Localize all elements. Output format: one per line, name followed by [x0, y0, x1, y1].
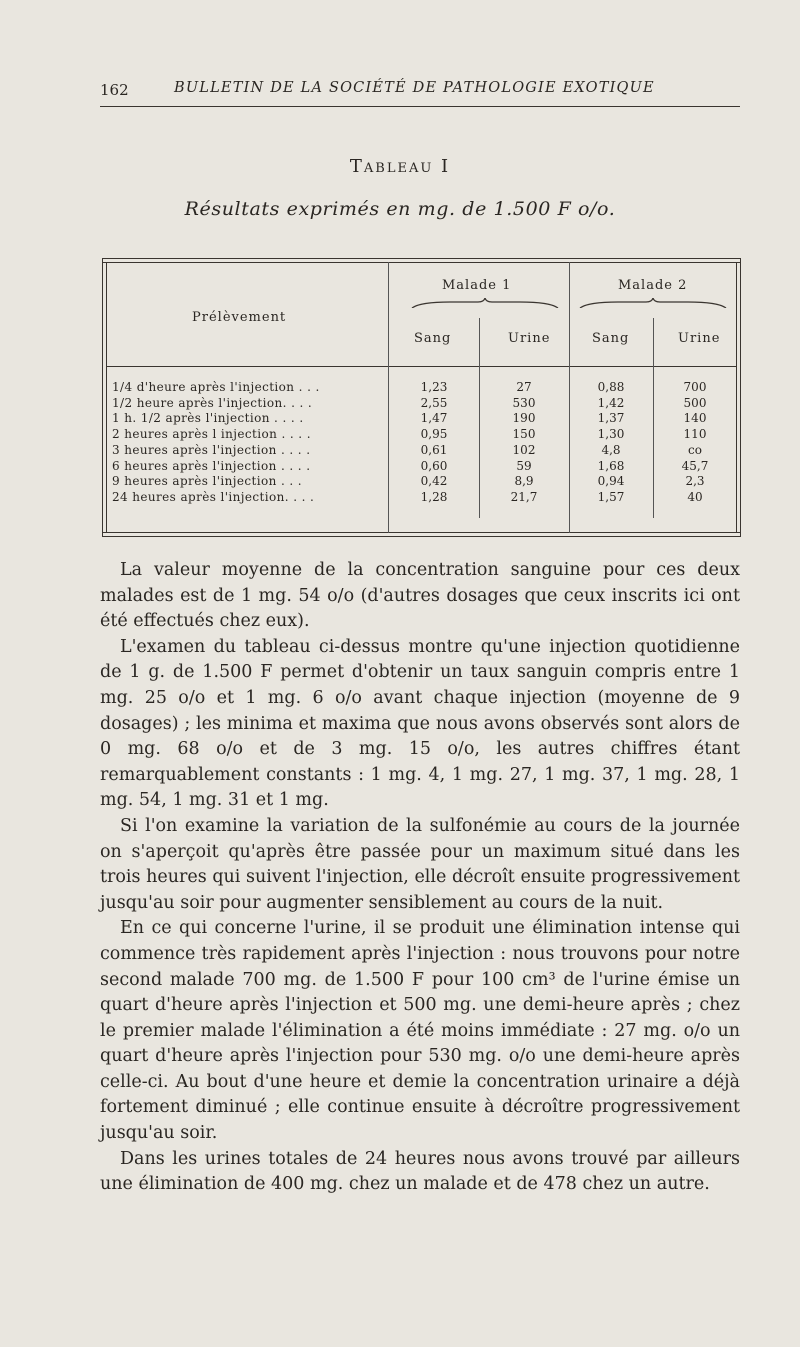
- table-cell: 0,88: [597, 380, 625, 394]
- table-cell: 2,55: [420, 395, 448, 410]
- table-border: [102, 258, 740, 259]
- subheader-sang-2: Sang: [592, 331, 630, 346]
- table-cell: co: [688, 442, 702, 457]
- row-label: 24 heures après l'injection. . . .: [112, 489, 315, 504]
- table-cell: 0,61: [420, 442, 448, 457]
- paragraph: En ce qui concerne l'urine, il se produit une élimination intense qui commence très rapidement après l'injection : nous trouvons pour notre second malade 700 mg. de 1.500 F pour 100 cm³ de l'urine émise un quart d'heure après l'injection et 500 mg. une demi-heure après ; chez le premier malade l'élimination a été moins immédiate : 27 mg. o/o un quart d'heure après l'injection pour 530 mg. o/o une demi-heure après celle-ci. Au bout d'une heure et demie la concentration urinaire a déjà fortement diminué ; elle continue ensuite à décroître progressivement jusqu'au soir.: [100, 918, 740, 1144]
- table-cell: 0,42: [420, 474, 448, 489]
- column-divider: [388, 262, 389, 533]
- table-border: [740, 258, 741, 537]
- group-header-malade-2: Malade 2: [618, 278, 688, 293]
- table-cell: 0,95: [420, 427, 448, 442]
- group-header-malade-1: Malade 1: [442, 278, 512, 293]
- table-cell: 102: [512, 442, 536, 457]
- table-cell: 700: [683, 380, 707, 394]
- row-label: 1/2 heure après l'injection. . . .: [112, 395, 313, 410]
- table-cell: 40: [687, 489, 703, 504]
- table-cell: 1,68: [597, 458, 625, 473]
- results-table: [102, 258, 740, 538]
- table-border: [102, 536, 740, 537]
- paragraph: Si l'on examine la variation de la sulfonémie au cours de la journée on s'aperçoit qu'après être passée pour un maximum situé dans les trois heures qui suivent l'injection, elle décroît ensuite progressivement jusqu'au soir pour augmenter sensiblement au cours de la nuit.: [100, 815, 740, 913]
- table-title: Tableau I: [349, 156, 451, 177]
- subheader-urine-2: Urine: [678, 331, 721, 346]
- table-cell: 190: [512, 411, 536, 426]
- table-cell: 21,7: [510, 489, 538, 504]
- running-header: [100, 78, 740, 102]
- table-cell: 2,3: [685, 474, 705, 489]
- table-cell: 150: [512, 427, 536, 442]
- table-cell: 110: [683, 427, 707, 442]
- paragraph: La valeur moyenne de la concentration sanguine pour ces deux malades est de 1 mg. 54 o/o (d'autres dosages que ceux inscrits ici ont été effectués chez eux).: [100, 560, 740, 632]
- table-cell: 8,9: [514, 474, 534, 489]
- column-divider: [569, 262, 570, 533]
- row-header: Prélèvement: [192, 310, 287, 325]
- column-divider: [653, 318, 654, 518]
- column-divider: [479, 318, 480, 518]
- table-cell: 4,8: [601, 442, 621, 457]
- table-border: [102, 258, 103, 537]
- table-cell: 1,47: [420, 411, 448, 426]
- paragraph: Dans les urines totales de 24 heures nous avons trouvé par ailleurs une élimination de 400 mg. chez un malade et de 478 chez un autre.: [100, 1148, 740, 1195]
- table-border: [736, 262, 737, 533]
- table-border: [106, 262, 107, 533]
- table-cell: 140: [683, 411, 707, 426]
- table-cell: 1,23: [420, 380, 448, 394]
- row-label: 1/4 d'heure après l'injection . . .: [112, 380, 320, 394]
- subheader-sang-1: Sang: [414, 331, 452, 346]
- table-cell: 45,7: [681, 458, 709, 473]
- table-cell: 530: [512, 395, 536, 410]
- table-cell: 1,42: [597, 395, 625, 410]
- journal-title: BULLETIN DE LA SOCIÉTÉ DE PATHOLOGIE EXOTIQUE: [174, 80, 655, 96]
- table-cell: 1,37: [597, 411, 625, 426]
- header-separator: [106, 366, 736, 367]
- table-border: [102, 532, 740, 533]
- row-label: 9 heures après l'injection . . .: [112, 474, 303, 489]
- table-cell: 59: [516, 458, 532, 473]
- table-cell: 1,57: [597, 489, 625, 504]
- table-subtitle: Résultats exprimés en mg. de 1.500 F o/o.: [184, 198, 616, 220]
- table-border: [102, 262, 740, 263]
- table-cell: 0,60: [420, 458, 448, 473]
- row-label: 3 heures après l'injection . . . .: [112, 442, 311, 457]
- paragraph: L'examen du tableau ci-dessus montre qu'une injection quotidienne de 1 g. de 1.500 F permet d'obtenir un taux sanguin compris entre 1 mg. 25 o/o et 1 mg. 6 o/o avant chaque injection (moyenne de 9 dosages) ; les minima et maxima que nous avons observés sont alors de 0 mg. 68 o/o et de 3 mg. 15 o/o, les autres chiffres étant remarquablement constants : 1 mg. 4, 1 mg. 27, 1 mg. 37, 1 mg. 28, 1 mg. 54, 1 mg. 31 et 1 mg.: [100, 636, 740, 811]
- row-label: 2 heures après l injection . . . .: [112, 427, 311, 442]
- table-cell: 0,94: [597, 474, 625, 489]
- row-label: 1 h. 1/2 après l'injection . . . .: [112, 411, 304, 426]
- group-brace: [578, 298, 728, 308]
- table-cell: 1,30: [597, 427, 625, 442]
- table-cell: 500: [683, 395, 707, 410]
- page-number: 162: [100, 81, 129, 99]
- header-rule: [100, 106, 740, 107]
- body-text: [100, 558, 740, 1198]
- subheader-urine-1: Urine: [508, 331, 551, 346]
- table-cell: 27: [516, 380, 532, 394]
- group-brace: [410, 298, 560, 308]
- row-label: 6 heures après l'injection . . . .: [112, 458, 311, 473]
- table-cell: 1,28: [420, 489, 448, 504]
